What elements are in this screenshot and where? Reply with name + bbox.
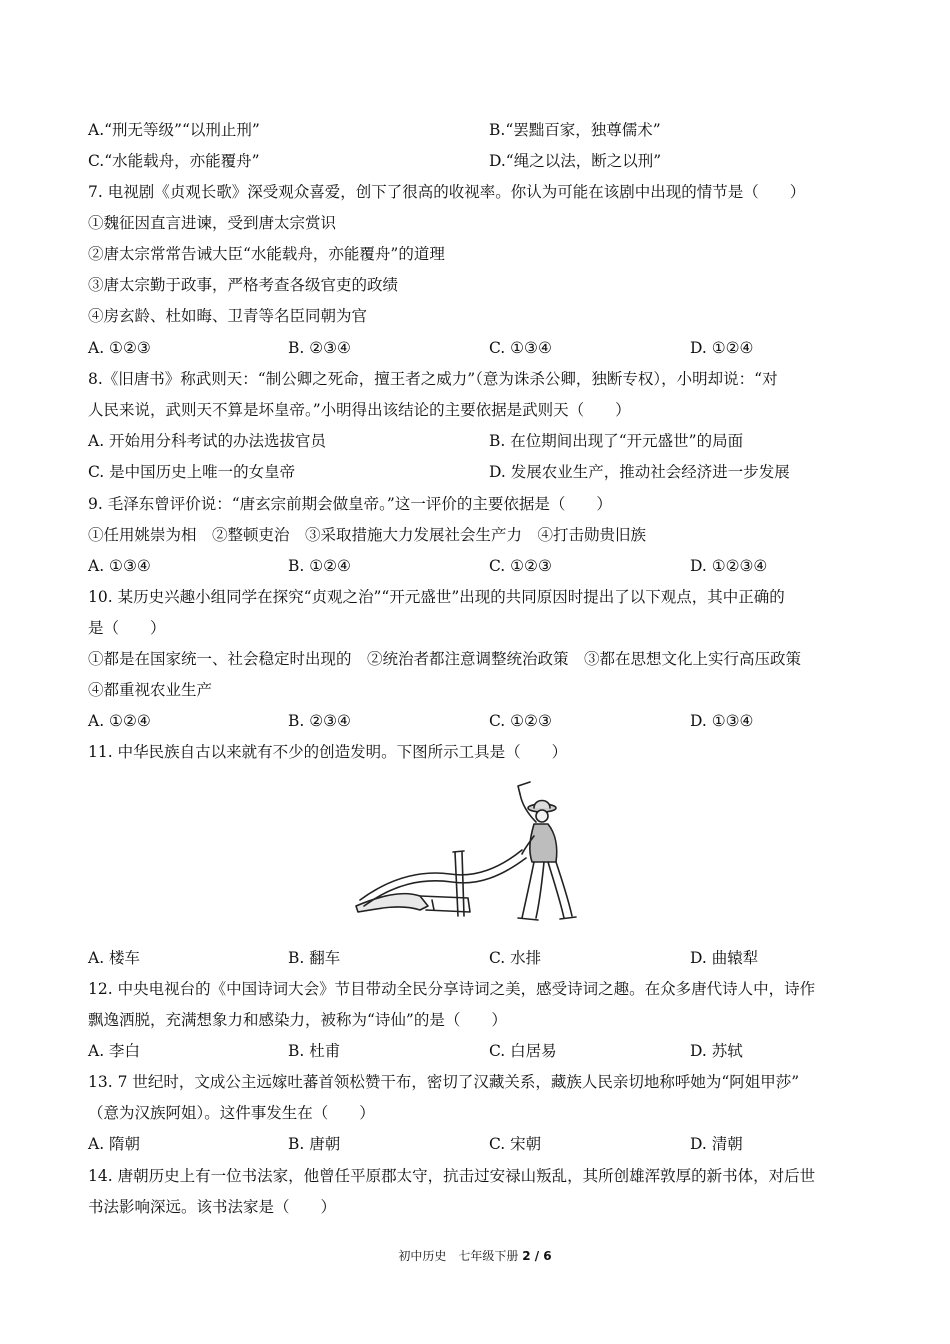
q10-option-d: D. ①③④ [690, 712, 754, 730]
q13-options [88, 1134, 878, 1154]
q12-option-a: A. 李白 [88, 1042, 141, 1060]
q10-items-line2: ④都重视农业生产 [88, 681, 213, 699]
q14-stem-line1: 14. 唐朝历史上有一位书法家，他曾任平原郡太守，抗击过安禄山叛乱，其所创雄浑敦厚的新书体，对后世 [88, 1167, 816, 1185]
q7-item-2: ②唐太宗常常告诫大臣“水能载舟，亦能覆舟”的道理 [88, 245, 445, 263]
q12-option-d: D. 苏轼 [690, 1042, 743, 1060]
q6-options-row1 [88, 120, 878, 140]
q11-option-c: C. 水排 [489, 949, 542, 967]
q12-option-c: C. 白居易 [489, 1042, 557, 1060]
plow-illustration [350, 778, 580, 928]
q6-option-b: B.“罢黜百家，独尊儒术” [489, 121, 661, 139]
q10-option-a: A. ①②④ [88, 712, 151, 730]
q8-option-c: C. 是中国历史上唯一的女皇帝 [88, 463, 296, 481]
q11-option-a: A. 楼车 [88, 949, 141, 967]
q7-item-3: ③唐太宗勤于政事，严格考查各级官吏的政绩 [88, 276, 399, 294]
curved-shaft-plow-image [350, 778, 580, 928]
q10-stem-line2: 是（ ） [88, 619, 166, 637]
footer-text: 初中历史 七年级下册 [398, 1249, 523, 1263]
q13-option-c: C. 宋朝 [489, 1135, 542, 1153]
q10-stem-line1: 10. 某历史兴趣小组同学在探究“贞观之治”“开元盛世”出现的共同原因时提出了以下观点，其中正确的 [88, 588, 785, 606]
q13-stem-line1: 13. 7 世纪时，文成公主远嫁吐蕃首领松赞干布，密切了汉藏关系，藏族人民亲切地称呼她为“阿姐甲莎” [88, 1073, 800, 1091]
q9-stem: 9. 毛泽东曾评价说：“唐玄宗前期会做皇帝。”这一评价的主要依据是（ ） [88, 495, 612, 513]
q8-options-row2 [88, 462, 878, 482]
q10-option-b: B. ②③④ [288, 712, 351, 730]
q8-stem-line1: 8.《旧唐书》称武则天：“制公卿之死命，擅王者之威力”（意为诛杀公卿，独断专权），小明却说：“对 [88, 370, 778, 388]
q11-stem: 11. 中华民族自古以来就有不少的创造发明。下图所示工具是（ ） [88, 743, 568, 761]
page-number: 2 / 6 [522, 1249, 552, 1263]
q6-option-d: D.“绳之以法，断之以刑” [489, 152, 662, 170]
q7-option-b: B. ②③④ [288, 339, 351, 357]
page-footer [0, 1248, 950, 1264]
q6-options-row2 [88, 151, 878, 171]
q7-stem: 7. 电视剧《贞观长歌》深受观众喜爱，创下了很高的收视率。你认为可能在该剧中出现的情节是（ ） [88, 183, 806, 201]
q12-options [88, 1041, 878, 1061]
q7-option-d: D. ①②④ [690, 339, 754, 357]
q6-option-a: A.“刑无等级”“以刑止刑” [88, 121, 260, 139]
q13-option-b: B. 唐朝 [288, 1135, 341, 1153]
q10-options [88, 711, 878, 731]
q7-options [88, 338, 878, 358]
q9-option-c: C. ①②③ [489, 557, 552, 575]
q10-items-line1: ①都是在国家统一、社会稳定时出现的 ②统治者都注意调整统治政策 ③都在思想文化上实行高压政策 [88, 650, 802, 668]
q11-option-b: B. 翻车 [288, 949, 341, 967]
q7-option-a: A. ①②③ [88, 339, 151, 357]
q12-stem-line2: 飘逸洒脱，充满想象力和感染力，被称为“诗仙”的是（ ） [88, 1011, 507, 1029]
q14-stem-line2: 书法影响深远。该书法家是（ ） [88, 1198, 337, 1216]
q8-options-row1 [88, 431, 878, 451]
q9-option-a: A. ①③④ [88, 557, 151, 575]
q11-option-d: D. 曲辕犁 [690, 949, 759, 967]
q8-stem-line2: 人民来说，武则天不算是坏皇帝。”小明得出该结论的主要依据是武则天（ ） [88, 401, 631, 419]
q9-items: ①任用姚崇为相 ②整顿吏治 ③采取措施大力发展社会生产力 ④打击勋贵旧族 [88, 526, 647, 544]
q13-stem-line2: （意为汉族阿姐）。这件事发生在（ ） [88, 1104, 375, 1122]
q9-options [88, 556, 878, 576]
q7-item-4: ④房玄龄、杜如晦、卫青等名臣同朝为官 [88, 307, 368, 325]
q13-option-d: D. 清朝 [690, 1135, 743, 1153]
q13-option-a: A. 隋朝 [88, 1135, 141, 1153]
q8-option-a: A. 开始用分科考试的办法选拔官员 [88, 432, 327, 450]
q8-option-b: B. 在位期间出现了“开元盛世”的局面 [489, 432, 744, 450]
q7-item-1: ①魏征因直言进谏，受到唐太宗赏识 [88, 214, 337, 232]
q9-option-d: D. ①②③④ [690, 557, 768, 575]
q11-options [88, 948, 878, 968]
q9-option-b: B. ①②④ [288, 557, 351, 575]
q6-option-c: C.“水能载舟，亦能覆舟” [88, 152, 260, 170]
q12-stem-line1: 12. 中央电视台的《中国诗词大会》节目带动全民分享诗词之美，感受诗词之趣。在众多唐代诗人中，诗作 [88, 980, 816, 998]
q8-option-d: D. 发展农业生产，推动社会经济进一步发展 [489, 463, 790, 481]
q10-option-c: C. ①②③ [489, 712, 552, 730]
q12-option-b: B. 杜甫 [288, 1042, 341, 1060]
q7-option-c: C. ①③④ [489, 339, 552, 357]
